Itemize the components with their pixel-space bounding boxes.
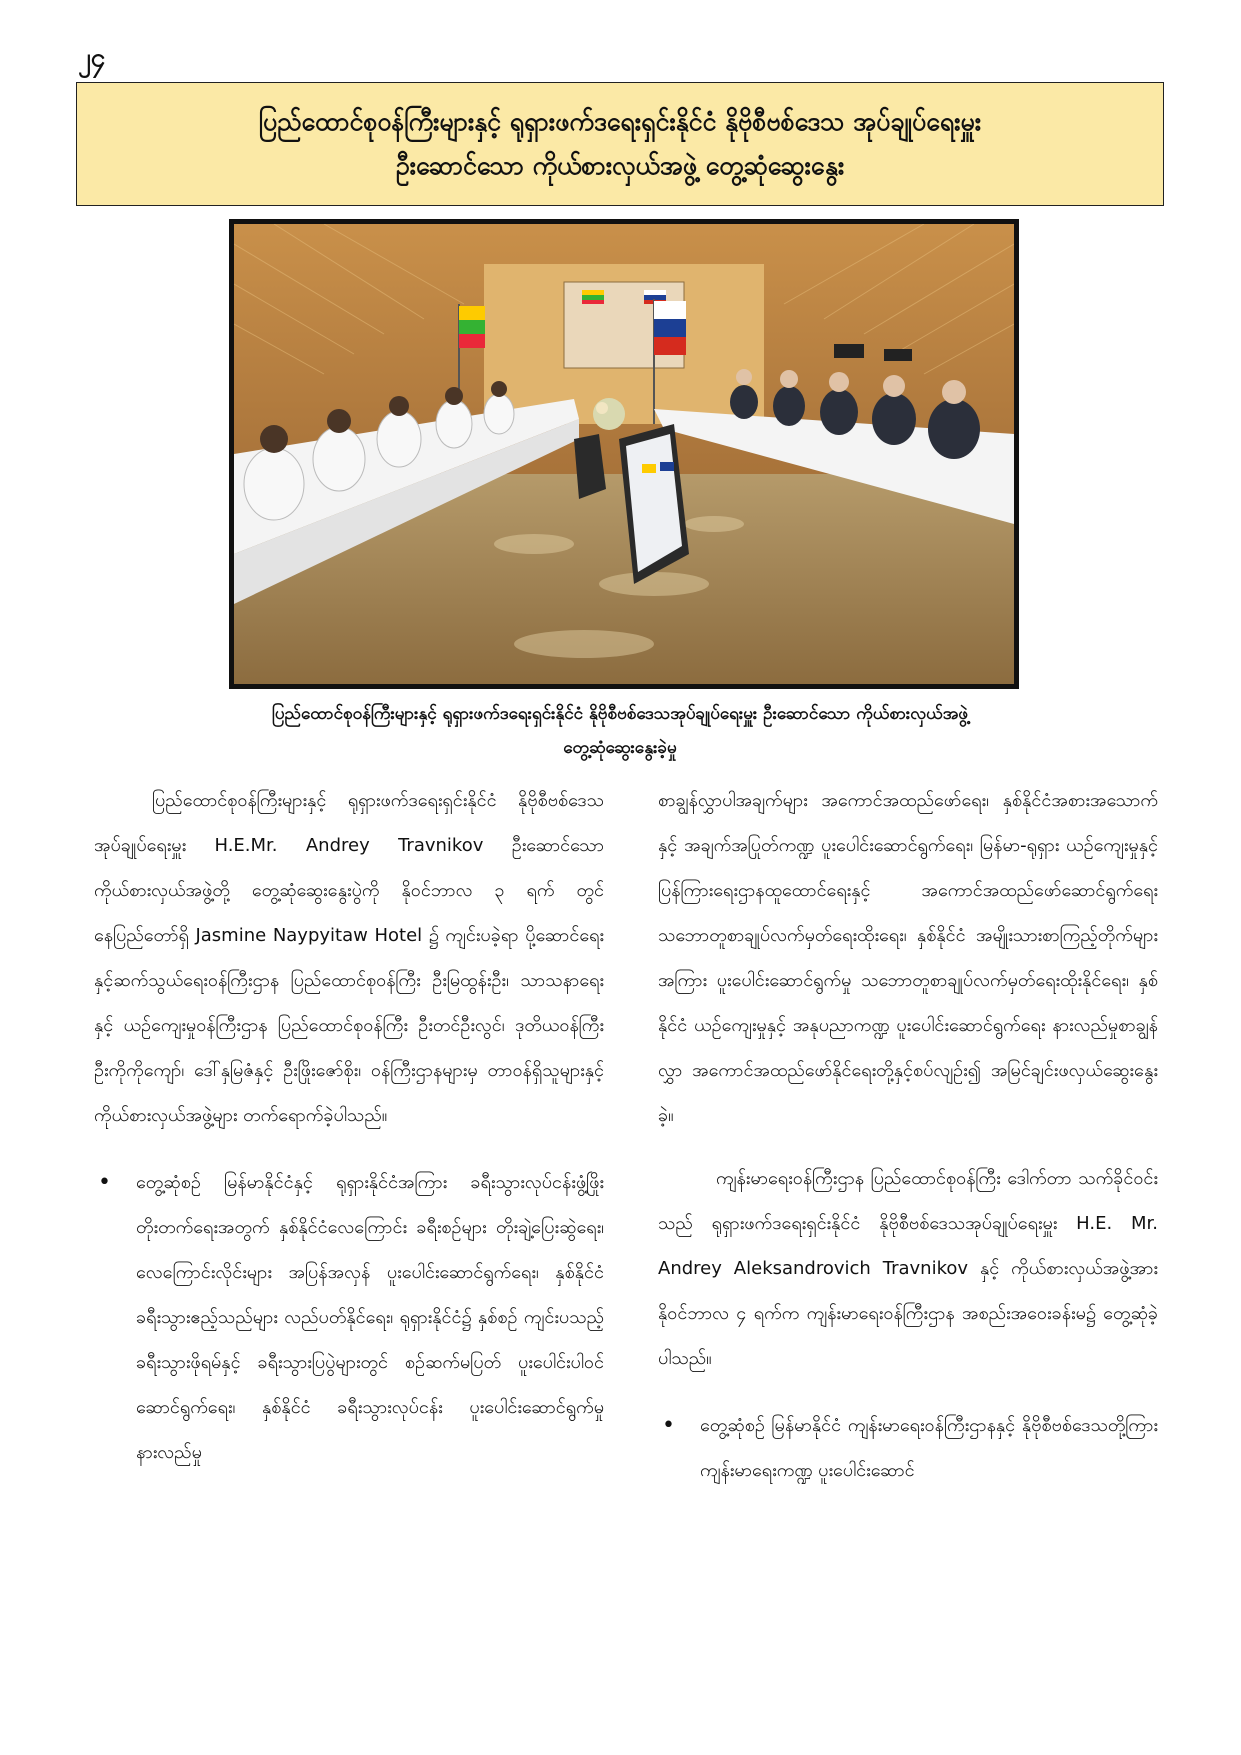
meeting-photo-illustration <box>234 224 1014 684</box>
bullet-list <box>94 1160 604 1475</box>
article-column-right <box>658 778 1158 1493</box>
article-paragraph: စာချွန်လွှာပါအချက်များ အကောင်အထည်ဖော်ရေး၊ နှစ်နိုင်ငံအစားအသောက်နှင့် အချက်အပြုတ်ကဏ္ဍ ပူးပေါင်းဆောင်ရွက်ရေး၊ မြန်မာ-ရုရှား ယဉ်ကျေးမှုနှင့် ပြန်ကြားရေးဌာနထူထောင်ရေးနှင့် အကောင်အထည်ဖော်ဆောင်ရွက်ရေး သဘောတူစာချုပ်လက်မှတ်ရေးထိုးရေး၊ နှစ်နိုင်ငံ အမျိုးသားစာကြည့်တိုက်များအကြား ပူးပေါင်းဆောင်ရွက်မှု သဘောတူစာချုပ်လက်မှတ်ရေးထိုးနိုင်ရေး၊ နှစ်နိုင်ငံ ယဉ်ကျေးမှုနှင့် အနုပညာကဏ္ဍ ပူးပေါင်းဆောင်ရွက်ရေး နားလည်မှုစာချွန်လွှာ အကောင်အထည်ဖော်နိုင်ရေးတို့နှင့်စပ်လျဉ်း၍ အမြင်ချင်းဖလှယ်ဆွေးနွေးခဲ့။ <box>658 790 1158 1126</box>
bullet-text: တွေ့ဆုံစဉ် မြန်မာနိုင်ငံနှင့် ရုရှားနိုင်ငံအကြား ခရီးသွားလုပ်ငန်းဖွံ့ဖြိုးတိုးတက်ရေးအတွက် နှစ်နိုင်ငံလေကြောင်း ခရီးစဉ်များ တိုးချဲ့ပြေးဆွဲရေး၊ လေကြောင်းလိုင်းများ အပြန်အလှန် ပူးပေါင်းဆောင်ရွက်ရေး၊ နှစ်နိုင်ငံခရီးသွားဧည့်သည်များ လည်ပတ်နိုင်ရေး၊ ရုရှားနိုင်ငံ၌ နှစ်စဉ် ကျင်းပသည့် ခရီးသွားဖိုရမ်နှင့် ခရီးသွားပြပွဲများတွင် စဉ်ဆက်မပြတ် ပူးပေါင်းပါဝင်ဆောင်ရွက်ရေး၊ နှစ်နိုင်ငံ ခရီးသွားလုပ်ငန်း ပူးပေါင်းဆောင်ရွက်မှု နားလည်မှု <box>136 1172 604 1463</box>
photo-caption-line-2: တွေ့ဆုံဆွေးနွေးခဲ့မှု <box>563 738 677 758</box>
article-paragraph: ပြည်ထောင်စုဝန်ကြီးများနှင့် ရုရှားဖက်ဒရေးရှင်းနိုင်ငံ နိုဗိုစီဗစ်ဒေသအုပ်ချုပ်ရေးမှူး H.E.Mr. Andrey Travnikov ဦးဆောင်သော ကိုယ်စားလှယ်အဖွဲ့တို့ တွေ့ဆုံဆွေးနွေးပွဲကို နိုဝင်ဘာလ ၃ ရက် တွင် နေပြည်တော်ရှိ Jasmine Naypyitaw Hotel ၌ ကျင်းပခဲ့ရာ ပို့ဆောင်ရေးနှင့်ဆက်သွယ်ရေးဝန်ကြီးဌာန ပြည်ထောင်စုဝန်ကြီး ဦးမြထွန်းဦး၊ သာသနာရေးနှင့် ယဉ်ကျေးမှုဝန်ကြီးဌာန ပြည်ထောင်စုဝန်ကြီး ဦးတင်ဦးလွင်၊ ဒုတိယဝန်ကြီး ဦးကိုကိုကျော်၊ ဒေါ်နှမြဇံနှင့် ဦးဖြိုးဇော်စိုး၊ ဝန်ကြီးဌာနများမှ တာဝန်ရှိသူများနှင့် ကိုယ်စားလှယ်အဖွဲ့များ တက်ရောက်ခဲ့ပါသည်။ <box>94 790 604 1126</box>
bullet-item <box>94 1160 604 1475</box>
page-number: ၂၄ <box>78 43 106 73</box>
bullet-dot-icon: • <box>662 1413 675 1438</box>
article-paragraph: ကျန်းမာရေးဝန်ကြီးဌာန ပြည်ထောင်စုဝန်ကြီး ဒေါက်တာ သက်ခိုင်ဝင်းသည် ရုရှားဖက်ဒရေးရှင်းနိုင်ငံ နိုဗိုစီဗစ်ဒေသအုပ်ချုပ်ရေးမှူး H.E. Mr. Andrey Aleksandrovich Travnikov နှင့် ကိုယ်စားလှယ်အဖွဲ့အား နိုဝင်ဘာလ ၄ ရက်က ကျန်းမာရေးဝန်ကြီးဌာန အစည်းအဝေးခန်းမ၌ တွေ့ဆုံခဲ့ပါသည်။ <box>658 1168 1158 1369</box>
meeting-photo <box>229 219 1019 689</box>
headline-line-2: ဦးဆောင်သော ကိုယ်စားလှယ်အဖွဲ့ တွေ့ဆုံဆွေးနွေး <box>395 151 845 180</box>
headline-line-1: ပြည်ထောင်စုဝန်ကြီးများနှင့် ရုရှားဖက်ဒရေးရှင်းနိုင်ငံ နိုဗိုစီဗစ်ဒေသ အုပ်ချုပ်ရေးမှူး <box>258 107 982 136</box>
bullet-list <box>658 1403 1158 1493</box>
photo-caption <box>150 697 1090 765</box>
headline-box <box>76 82 1164 206</box>
article-column-left <box>94 778 604 1475</box>
bullet-item <box>658 1403 1158 1493</box>
photo-caption-line-1: ပြည်ထောင်စုဝန်ကြီးများနှင့် ရုရှားဖက်ဒရေးရှင်းနိုင်ငံ နိုဗိုစီဗစ်ဒေသအုပ်ချုပ်ရေးမှူး ဦးဆောင်သော ကိုယ်စားလှယ်အဖွဲ့ <box>271 704 969 724</box>
bullet-text: တွေ့ဆုံစဉ် မြန်မာနိုင်ငံ ကျန်းမာရေးဝန်ကြီးဌာနနှင့် နိုဗိုစီဗစ်ဒေသတို့ကြား ကျန်းမာရေးကဏ္ဍ ပူးပေါင်းဆောင် <box>700 1415 1158 1481</box>
bullet-dot-icon: • <box>98 1170 111 1195</box>
